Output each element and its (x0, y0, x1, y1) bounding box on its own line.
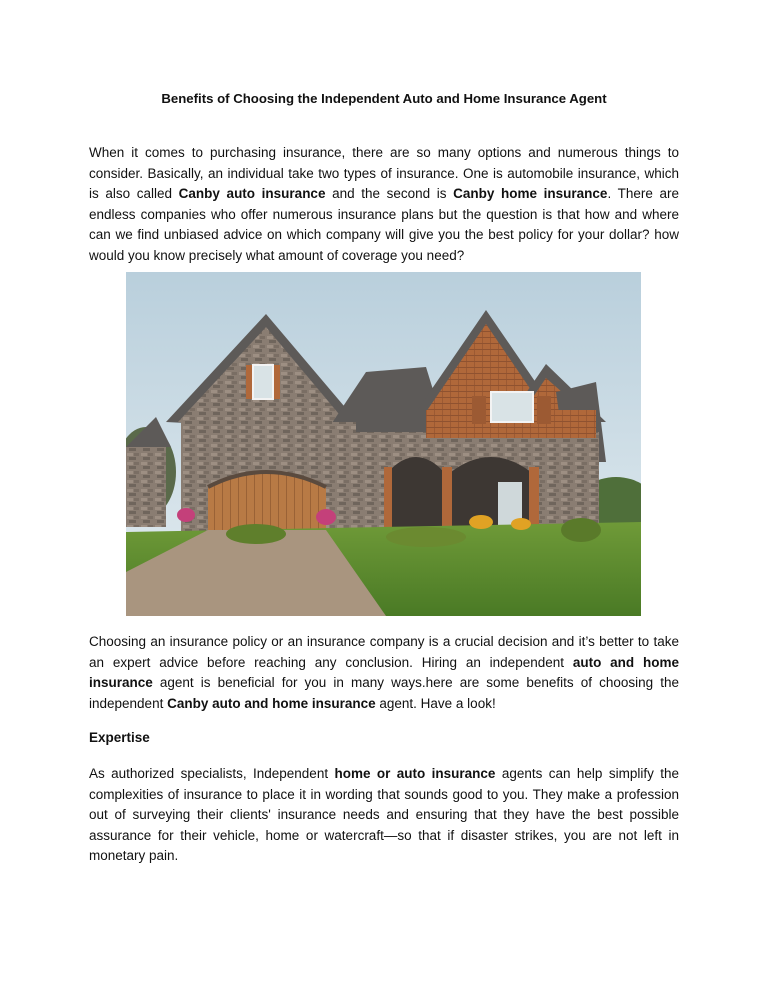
bold-keyword: Canby home insurance (453, 186, 608, 201)
expertise-paragraph (89, 764, 679, 867)
house-photo (126, 272, 641, 616)
intro-paragraph (89, 143, 679, 266)
text-run: When it comes to purchasing insurance, there are so many options and numerous things to consider. Basically, an individual take two types of insurance. One is automobile insurance, which is also called (89, 145, 679, 201)
text-run: and the second is (325, 186, 454, 201)
agent-benefits-paragraph (89, 632, 679, 714)
bold-keyword: Canby auto and home insurance (167, 695, 376, 711)
bold-keyword: Canby auto insurance (178, 186, 326, 201)
section-heading-expertise: Expertise (89, 730, 150, 745)
bold-keyword: auto and home insurance (89, 654, 679, 690)
text-run: As authorized specialists, Independent (89, 766, 335, 781)
text-run: agents can help simplify the complexities of insurance to place it in wording that sounds good to you. They make a profession out of surveying their clients' insurance needs and ensuring that they have the best possible assurance for their vehicle, home or watercraft—so that if disaster strikes, you are not left in monetary pain. (89, 766, 679, 863)
text-run: . There are endless companies who offer numerous insurance plans but the question is that how and where can we find unbiased advice on which company will give you the best policy for your dollar? how would you know precisely what amount of coverage you need? (89, 186, 679, 263)
text-run: agent. Have a look! (375, 695, 496, 711)
document-title: Benefits of Choosing the Independent Auto and Home Insurance Agent (161, 91, 607, 106)
text-run: Choosing an insurance policy or an insurance company is a crucial decision and it’s better to take an expert advice before reaching any conclusion. Hiring an independent (89, 634, 679, 670)
house-illustration (126, 272, 641, 616)
bold-keyword: home or auto insurance (334, 766, 496, 781)
text-run: agent is beneficial for you in many ways.here are some benefits of choosing the independent (89, 675, 679, 711)
